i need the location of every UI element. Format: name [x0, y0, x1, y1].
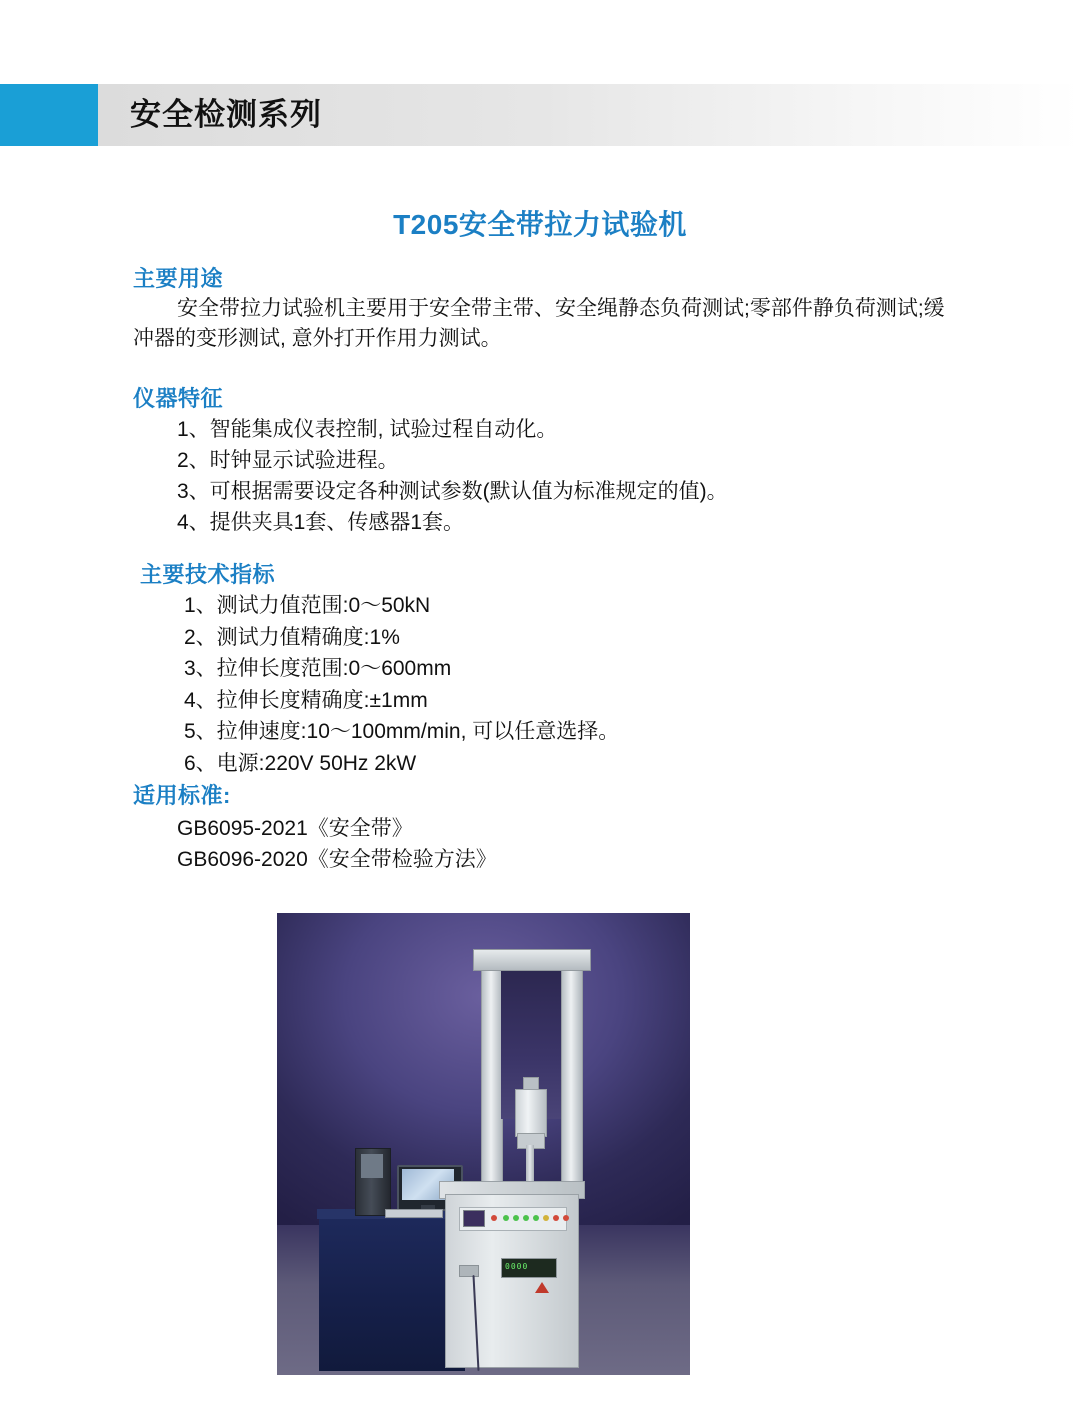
- list-item: 1、测试力值范围:0～50kN: [184, 594, 431, 617]
- warning-triangle-icon: [535, 1282, 549, 1293]
- machine-load-cell: [515, 1089, 547, 1137]
- cabinet-handle: [459, 1265, 479, 1277]
- indicator-led: [553, 1215, 559, 1221]
- machine-panel-screen: [463, 1210, 485, 1227]
- section-body-features: [177, 414, 728, 538]
- section-body-purpose: 安全带拉力试验机主要用于安全带主带、安全绳静态负荷测试;零部件静负荷测试;缓冲器的变形测试, 意外打开作用力测试。: [133, 297, 945, 351]
- section-heading-specs: 主要技术指标: [140, 562, 276, 587]
- page-header: [0, 84, 1080, 146]
- list-item: 6、电源:220V 50Hz 2kW: [184, 751, 417, 775]
- list-item: 2、时钟显示试验进程。: [177, 449, 399, 473]
- indicator-led: [503, 1215, 509, 1221]
- desk: [319, 1213, 465, 1371]
- indicator-led: [533, 1215, 539, 1221]
- list-item: 4、提供夹具1套、传感器1套。: [177, 511, 465, 535]
- section-heading-purpose: 主要用途: [133, 266, 224, 291]
- page-bottom-space: [0, 1380, 1080, 1381]
- indicator-led: [523, 1215, 529, 1221]
- machine-lower-rod: [526, 1145, 534, 1185]
- keyboard-icon: [385, 1209, 443, 1218]
- list-item: GB6095-2021《安全带》: [177, 817, 413, 840]
- machine-column-right: [561, 963, 583, 1187]
- machine-display-text: 0000: [505, 1262, 529, 1271]
- indicator-led: [513, 1215, 519, 1221]
- indicator-led: [491, 1215, 497, 1221]
- list-item: 1、智能集成仪表控制, 试验过程自动化。: [177, 418, 558, 441]
- machine-crosshead: [473, 949, 591, 971]
- section-heading-standards: 适用标准:: [133, 783, 231, 808]
- section-body-specs: [184, 590, 619, 779]
- computer-tower-panel: [361, 1154, 383, 1178]
- section-body-standards: [177, 813, 497, 875]
- indicator-led: [563, 1215, 569, 1221]
- list-item: 3、拉伸长度范围:0～600mm: [184, 657, 452, 680]
- product-photo: [277, 913, 690, 1375]
- list-item: GB6096-2020《安全带检验方法》: [177, 848, 497, 872]
- list-item: 3、可根据需要设定各种测试参数(默认值为标准规定的值)。: [177, 480, 728, 504]
- page-title: T205安全带拉力试验机: [393, 209, 687, 240]
- list-item: 2、测试力值精确度:1%: [184, 625, 400, 649]
- header-accent-block: [0, 84, 98, 146]
- section-heading-features: 仪器特征: [133, 386, 224, 411]
- series-title: 安全检测系列: [130, 97, 322, 132]
- list-item: 4、拉伸长度精确度:±1mm: [184, 688, 428, 712]
- list-item: 5、拉伸速度:10～100mm/min, 可以任意选择。: [184, 720, 620, 743]
- machine-column-left: [481, 963, 503, 1187]
- indicator-led: [543, 1215, 549, 1221]
